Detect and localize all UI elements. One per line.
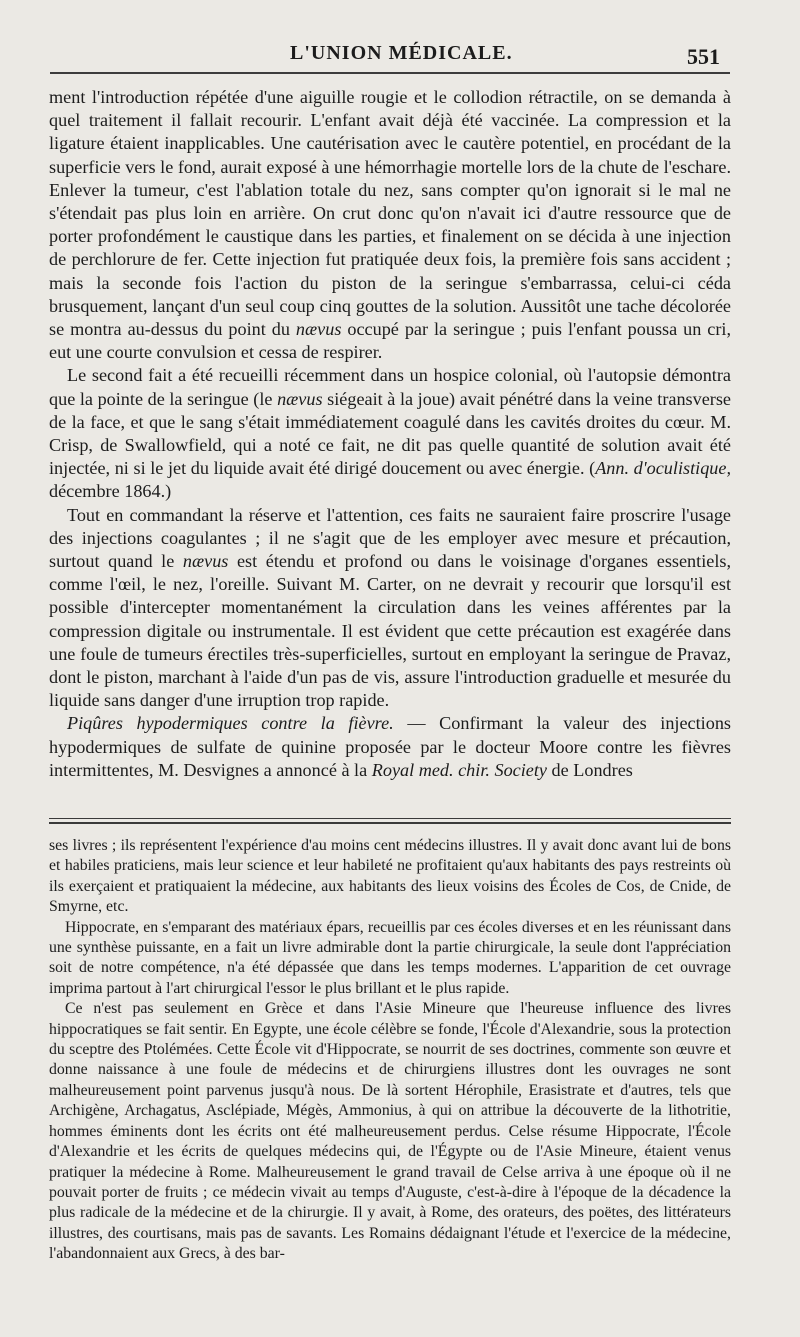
paragraph-1 [49,86,731,364]
paragraph-1-text: ment l'introduction répétée d'une aiguille rougie et le collodion rétractile, on se demanda à quel traitement il fallait recourir. L'enfant avait déjà été vaccinée. La compression et la ligature étaient inapplicables. Une cautérisation avec le cautère potentiel, en procédant de la superficie vers le fond, aurait exposé à une hémorrhagie mortelle lors de la chute de l'eschare. Enlever la tumeur, c'est l'ablation totale du nez, sans compter qu'on ignorait si le mal ne s'étendait pas plus loin en arrière. On crut donc qu'on n'avait ici d'autre ressource que de porter profondément le caustique dans les parties, et finalement on se décida à une injection de perchlorure de fer. Cette injection fut pratiquée deux fois, la première fois sans accident ; mais la seconde fois l'action du piston de la seringue s'embarrassa, celui-ci céda brusquement, lançant d'un seul coup cinq gouttes de la solution. Aussitôt une tache décolorée se montra au-dessus du point du [49,87,731,340]
page-header [0,42,800,72]
feuilleton-text [49,836,731,1265]
paragraph-4-text-b: de Londres [551,759,633,780]
naevus-term: nævus [182,551,229,572]
paragraph-2 [49,364,731,503]
header-rule [50,72,730,74]
paragraph-2-text-a: Le second fait a été recueilli récemment dans un hospice colonial, où l'autopsie démontra que la pointe de la seringue (le [49,365,731,409]
paragraph-3-text-a: Tout en commandant la réserve et l'attention, ces faits ne sauraient faire proscrire l'usage des injections coagulantes ; il ne s'agit que de les employer avec mesure et précaution, surtout quand le [49,504,731,572]
main-article [49,86,731,782]
journal-title: L'UNION MÉDICALE. [290,42,513,64]
paragraph-3-text-b: est étendu et profond ou dans le voisinage d'organes essentiels, comme l'œil, le nez, l'oreille. Suivant M. Carter, on ne devrait y recourir que lorsqu'il est possible d'intercepter momentanément la circulation dans les veines afférentes par la compression digitale ou instrumentale. Il est évident que cette précaution est exagérée dans une foule de tumeurs érectiles très-superficielles, surtout en employant la seringue de Pravaz, dont le piston, marchant à l'aide d'un pas de vis, assure l'introduction graduelle et mesurée du liquide sans danger d'une irruption trop rapide. [49,551,731,711]
naevus-term: nævus [277,388,323,409]
paragraph-1-end: occupé par la seringue ; puis l'enfant poussa un cri, eut une courte convulsion et cessa de respirer. [49,319,732,363]
paragraph-4-text-a: — Confirmant la valeur des injections hypodermiques de sulfate de quinine proposée par le docteur Moore contre les fièvres intermittentes, M. Desvignes a annoncé à la [49,713,732,780]
footer-rule-2 [49,822,731,824]
footer-rule-1 [49,818,731,819]
naevus-term: nævus [295,319,342,340]
feuilleton-paragraph-2: Hippocrate, en s'emparant des matériaux épars, recueillis par ces écoles diverses et en les réunissant dans une synthèse puissante, en a fait un livre admirable dont la partie chirurgicale, la seule dont l'appréciation soit de notre compétence, n'a été dépassée que dans les temps modernes. L'apparition de cet ouvrage imprima partout à l'art chirurgical l'essor le plus brillant et le plus rapide. [49,918,731,997]
section-heading: Piqûres hypodermiques contre la fièvre. [67,713,394,734]
page-number: 551 [687,44,720,69]
paragraph-3 [49,504,731,713]
citation-date: décembre 1864.) [49,481,172,502]
society-name: Royal med. chir. Society [371,759,547,780]
feuilleton-paragraph-1: ses livres ; ils représentent l'expérience d'au moins cent médecins illustres. Il y avait donc avant lui de bons et habiles praticiens, mais leur science et leur habileté ne profitaient qu'aux habitants des pays restreints où ils exerçaient et pratiquaient la médecine, aux habitants des lieux voisins des Écoles de Cos, de Cnide, de Smyrne, etc. [49,837,731,916]
paragraph-2-text-b: siégeait à la joue) avait pénétré dans la veine transverse de la face, et que le sang s'était immédiatement coagulé dans les cavités droites du cœur. M. Crisp, de Swallowfield, qui a noté ce fait, ne dit pas quelle quantité de solution avait été injectée, ni si le jet du liquide avait été dirigé doucement ou avec énergie. ( [49,388,732,479]
paragraph-4 [49,712,731,782]
citation-journal: Ann. d'oculistique, [595,458,731,479]
feuilleton-paragraph-3: Ce n'est pas seulement en Grèce et dans l'Asie Mineure que l'heureuse influence des livres hippocratiques se fait sentir. En Egypte, une école célèbre se fonde, l'École d'Alexandrie, sous la protection du sceptre des Ptolémées. Cette École vit d'Hippocrate, se nourrit de ses doctrines, commente son œuvre et donne naissance à une foule de médecins et de chirurgiens illustres dont les ouvrages ne sont malheureusement point parvenus jusqu'à nous. De là sortent Hérophile, Erasistrate et d'autres, tels que Archigène, Archagatus, Asclépiade, Mégès, Ammonius, à qui on attribue la découverte de la lithotritie, hommes éminents dont les écrits ont été malheureusement perdus. Celse résume Hippocrate, l'École d'Alexandrie et les écrits de quelques médecins qui, de l'Égypte ou de l'Asie Mineure, étaient venus pratiquer la médecine à Rome. Malheureusement le grand travail de Celse arriva à une époque où il ne pouvait porter de fruits ; ce médecin vivait au temps d'Auguste, c'est-à-dire à l'époque de la décadence la plus radicale de la médecine et de la chirurgie. Il y avait, à Rome, des orateurs, des poëtes, des littérateurs illustres, des courtisans, mais pas de savants. Les Romains dédaignant l'étude et l'exercice de la médecine, l'abandonnaient aux Grecs, à des bar- [49,1000,731,1263]
